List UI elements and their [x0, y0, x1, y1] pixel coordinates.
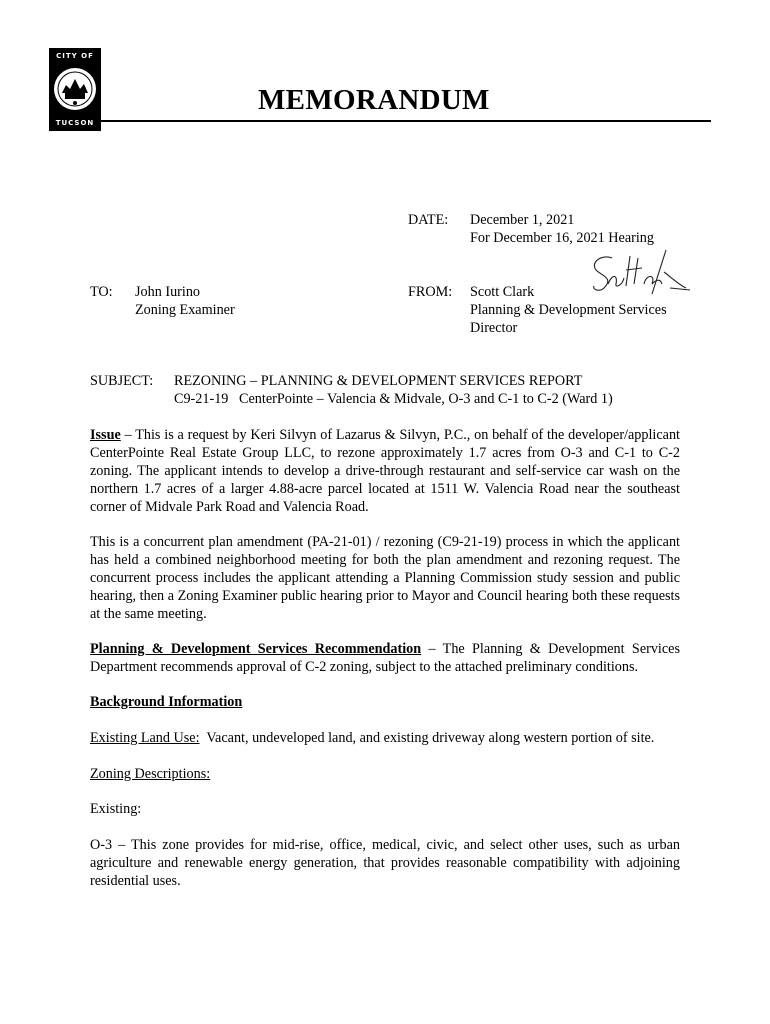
- recommendation-paragraph: [90, 640, 680, 676]
- logo-bottom-text: TUCSON: [55, 119, 95, 127]
- issue-paragraph: [90, 426, 680, 516]
- issue-text: – This is a request by Keri Silvyn of Lazarus & Silvyn, P.C., on behalf of the developer/applicant CenterPointe Real Estate Group LLC, to rezone approximately 1.7 acres from O-3 and C-1 to C-2 zoning. The applicant intends to develop a drive-through restaurant and self-service car wash on the northern 1.7 acres of a larger 4.88-acre parcel located at 1511 W. Valencia Road near the southeast corner of Midvale Park Road and Valencia Road.: [90, 427, 680, 515]
- background-heading: Background Information: [90, 694, 243, 710]
- from-title-line2: Director: [470, 320, 518, 336]
- concurrent-paragraph: This is a concurrent plan amendment (PA-21-01) / rezoning (C9-21-19) process in which the applicant has held a combined neighborhood meeting for both the plan amendment and rezoning request. The concurrent process includes the applicant attending a Planning Commission study session and public hearing, then a Zoning Examiner public hearing prior to Mayor and Council hearing both these requests at the same meeting.: [90, 534, 680, 622]
- from-title-line1: Planning & Development Services: [470, 302, 667, 318]
- o3-paragraph: O-3 – This zone provides for mid-rise, office, medical, civic, and select other uses, such as urban agriculture and renewable energy generation, that provides reasonable compatibility with adjoining residential uses.: [90, 837, 680, 889]
- title-divider: [100, 120, 711, 122]
- subject-line2: C9-21-19 CenterPointe – Valencia & Midvale, O-3 and C-1 to C-2 (Ward 1): [174, 391, 613, 407]
- city-of-tucson-logo: [49, 48, 101, 131]
- logo-top-text: CITY OF: [56, 52, 94, 60]
- from-label: FROM:: [408, 284, 453, 300]
- hearing-value: For December 16, 2021 Hearing: [470, 230, 654, 246]
- subject-line1: REZONING – PLANNING & DEVELOPMENT SERVICES REPORT: [174, 373, 583, 389]
- memo-title: MEMORANDUM: [258, 84, 490, 116]
- signature-image: [582, 244, 692, 300]
- existing-label: Existing:: [90, 801, 142, 817]
- date-label: DATE:: [408, 212, 449, 228]
- recommendation-heading: Planning & Development Services Recommendation: [90, 641, 422, 657]
- land-use-label: Existing Land Use:: [90, 730, 200, 746]
- issue-heading: Issue: [90, 427, 121, 443]
- subject-label: SUBJECT:: [90, 373, 154, 389]
- land-use-line: [90, 729, 654, 747]
- from-name: Scott Clark: [470, 284, 535, 300]
- to-label: TO:: [90, 284, 113, 300]
- city-seal-icon: [52, 63, 98, 115]
- to-name: John Iurino: [135, 284, 201, 300]
- zoning-descriptions-heading: Zoning Descriptions:: [90, 766, 211, 782]
- to-title: Zoning Examiner: [135, 302, 235, 318]
- recommendation-text: – The Planning & Development Services Department recommends approval of C-2 zoning, subject to the attached preliminary conditions.: [90, 641, 680, 675]
- date-value: December 1, 2021: [470, 212, 575, 228]
- land-use-text: Vacant, undeveloped land, and existing driveway along western portion of site.: [199, 730, 655, 746]
